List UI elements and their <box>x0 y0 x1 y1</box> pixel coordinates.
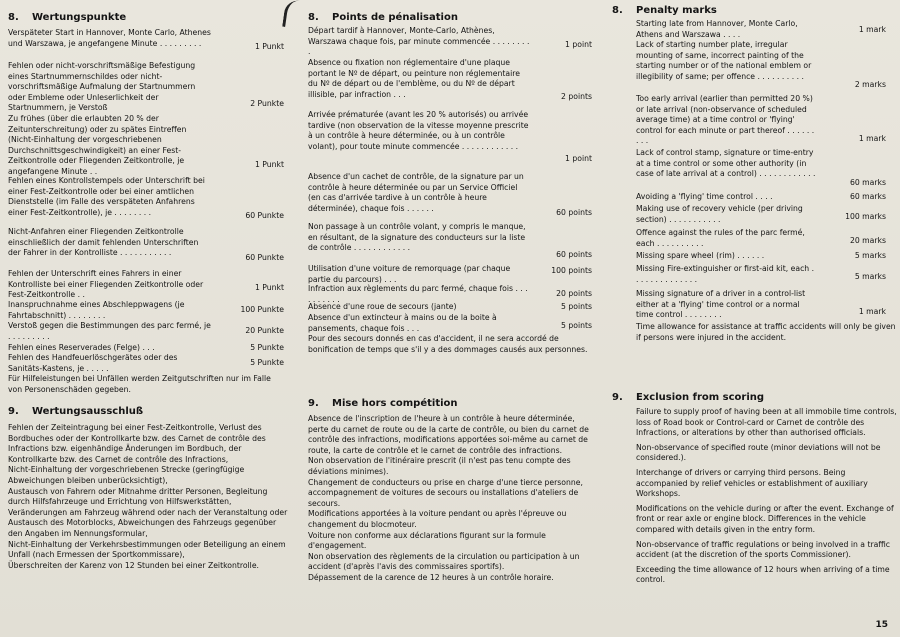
exclusion-paragraph: Austausch von Fahrern oder Mitnahme dritter Personen, Begleitung durch Hilfsfahrzeuge und Errichtung von Hilfswerkstätten, <box>8 486 268 507</box>
exclusion-paragraph: Modifications on the vehicle during or after the event. Exchange of front or rear axle or engine block. Differences in the vehicle compared with details given in the entry form. <box>636 503 894 534</box>
penalty-row <box>308 313 592 335</box>
penalty-row <box>8 300 284 322</box>
section-title: Mise hors compétition <box>332 398 458 409</box>
penalty-row <box>636 228 892 252</box>
section-title: Points de pénalisation <box>332 12 458 23</box>
penalty-label: Fehlen eines Reserverades (Felge) . . . <box>8 343 155 352</box>
exclusion-paragraph: Exceeding the time allowance of 12 hours when arriving of a time control. <box>636 564 890 585</box>
penalty-label: Missing Fire-extinguisher or first-aid kit, each . . . . . . . . . . . . . . <box>636 264 815 284</box>
penalty-label: Avoiding a 'flying' time control . . . . <box>636 192 773 201</box>
penalty-value: 2 points <box>561 92 592 101</box>
section-9-heading <box>308 398 458 409</box>
penalty-value: 60 points <box>556 208 592 217</box>
penalty-label: Fehlen eines Kontrollstempels oder Unterschrift bei einer Fest-Zeitkontrolle oder bei einer amtlichen Dienststelle (im Falle des verspäteten Anfahrens einer Fest-Zeitkontrolle), je . . . . . . . . <box>8 176 205 217</box>
penalty-label: Zu frühes (über die erlaubten 20 % der Zeitunterschreitung) oder zu spätes Eintreffen (Nicht-Einhaltung der vorgeschriebenen Durchschnittsgeschwindigkeit) an einer Fest-Zeitkontrolle oder Fliegenden Zeitkontrolle, je angefangene Minute . . <box>8 114 187 176</box>
penalty-label: Arrivée prématurée (avant les 20 % autorisés) ou arrivée tardive (non observation de la vitesse moyenne prescrite à un contrôle à heure déterminée, ou à un contrôle volant), pour toute minute commencée . . . . . . . . . . . . <box>308 110 529 151</box>
penalty-row <box>636 251 892 263</box>
penalty-label: Lack of control stamp, signature or time-entry at a time control or some other authority (in case of late arrival at a control) . . . . . . . . . . . . <box>636 148 816 179</box>
penalty-label: Absence d'une roue de secours (jante) <box>308 302 457 311</box>
penalty-value: 60 Punkte <box>245 253 284 262</box>
exclusion-list <box>308 414 592 584</box>
penalty-value: 60 Punkte <box>245 211 284 220</box>
penalty-row <box>636 19 892 41</box>
exclusion-paragraph: Interchange of drivers or carrying third persons. Being accompanied by relief vehicles or establishment of auxiliary Workshops. <box>636 467 868 499</box>
section-title: Penalty marks <box>636 5 717 16</box>
penalty-row <box>308 222 592 265</box>
section-number: 9. <box>612 392 623 403</box>
penalty-row <box>8 353 284 375</box>
time-allowance-note: Time allowance for assistance at traffic accidents will only be given if persons were injured in the accident. <box>636 322 896 342</box>
exclusion-paragraph: Nicht-Einhaltung der vorgeschriebenen Strecke (geringfügige Abweichungen bleiben unberücksichtigt), <box>8 465 245 485</box>
penalty-label: Missing spare wheel (rim) . . . . . . <box>636 251 765 260</box>
penalty-row <box>8 114 284 177</box>
exclusion-paragraph: Non observation de l'itinéraire prescrit (il n'est pas tenu compte des déviations minimes). <box>308 456 571 476</box>
exclusion-paragraph: Failure to supply proof of having been at all immobile time controls, loss of Road book or Control-card or Carnet de contrôle des Infractions, or alterations by other than authorised officials. <box>636 407 897 438</box>
penalty-label: Utilisation d'une voiture de remorquage (par chaque partie du parcours) . . . <box>308 264 511 284</box>
penalty-label: Non passage à un contrôle volant, y compris le manque, en résultant, de la signature des conducteurs sur la liste de contrôle . . . . . . . . . . . . <box>308 222 526 253</box>
penalty-row <box>636 94 892 148</box>
section-number: 8. <box>308 12 319 23</box>
penalty-row <box>636 148 892 192</box>
penalty-label: Inanspruchnahme eines Abschleppwagens (je Fahrtabschnitt) . . . . . . . . <box>8 300 185 320</box>
penalty-row <box>8 269 284 302</box>
penalty-value: 1 Punkt <box>254 42 284 51</box>
time-allowance-note: Pour des secours donnés en cas d'accident, il ne sera accordé de bonification de temps que s'il y a des dommages causés aux personnes. <box>308 334 588 354</box>
exclusion-list <box>8 423 288 571</box>
exclusion-paragraph: Modifications apportées à la voiture pendant ou après l'épreuve ou changement du blocmoteur. <box>308 509 567 529</box>
section-title: Wertungspunkte <box>32 12 127 23</box>
penalty-value: 5 Punkte <box>250 358 284 367</box>
section-title: Exclusion from scoring <box>636 392 765 403</box>
penalty-value: 5 points <box>561 321 592 330</box>
penalty-value: 1 mark <box>858 25 886 34</box>
penalty-label: Nicht-Anfahren einer Fliegenden Zeitkontrolle einschließlich der damit fehlenden Unterschriften der Fahrer in der Kontrolliste . . . . . . . . . . . <box>8 227 199 258</box>
penalty-row <box>636 264 892 288</box>
time-allowance-note: Für Hilfeleistungen bei Unfällen werden Zeitgutschriften nur im Falle von Personenschäden gegeben. <box>8 374 271 394</box>
exclusion-paragraph: Überschreiten der Karenz von 12 Stunden bei einer Zeitkontrolle. <box>8 560 259 570</box>
penalty-row <box>8 176 284 229</box>
penalty-label: Infraction aux règlements du parc fermé, chaque fois . . . . . . . . . . <box>308 284 528 304</box>
section-number: 8. <box>8 12 19 23</box>
section-number: 9. <box>8 406 19 417</box>
penalty-row <box>636 289 892 323</box>
penalty-value: 20 Punkte <box>245 326 284 335</box>
exclusion-paragraph: Non-observance of traffic regulations or being involved in a traffic accident (at the discretion of the sports Commissioner). <box>636 539 890 560</box>
exclusion-list <box>636 407 898 586</box>
penalty-value: 2 Punkte <box>250 99 284 108</box>
penalty-value: 1 Punkt <box>254 160 284 169</box>
penalty-label: Verspäteter Start in Hannover, Monte Carlo, Athenes und Warszawa, je angefangene Minute . . . . . . . . . <box>8 28 211 48</box>
penalty-row <box>8 227 284 269</box>
exclusion-paragraph: Changement de conducteurs ou prise en charge d'une tierce personne, accompagnement de voitures de secours ou installations d'ateliers de secours. <box>308 477 583 508</box>
penalty-row <box>308 172 592 225</box>
penalty-label: Too early arrival (earlier than permitted 20 %) or late arrival (non-observance of scheduled average time) at a time control or 'flying' control for each minute or part thereof . . . . . . . . . <box>636 94 815 146</box>
penalty-row <box>308 58 592 112</box>
penalty-label: Offence against the rules of the parc fermé, each . . . . . . . . . . <box>636 228 805 248</box>
handwritten-brace-mark <box>282 0 304 29</box>
penalty-row <box>636 40 892 94</box>
penalty-label: Fehlen oder nicht-vorschriftsmäßige Befestigung eines Startnummernschildes oder nicht-vorschriftsmäßige Aufmalung der Startnummern oder Embleme oder Unleserlichkeit der Startnummern, je Verstoß <box>8 61 196 113</box>
section-8-heading <box>308 12 458 23</box>
penalty-row <box>308 110 592 174</box>
penalty-value: 60 marks <box>849 192 886 201</box>
penalty-value: 100 marks <box>845 212 886 221</box>
exclusion-paragraph: Nicht-Einhaltung der Verkehrsbestimmungen oder Beteiligung an einem Unfall (nach Ermessen der Sportkommissare), <box>8 539 286 560</box>
penalty-value: 100 points <box>551 266 592 275</box>
penalty-value: 100 Punkte <box>240 305 284 314</box>
penalty-value: 20 points <box>556 289 592 298</box>
penalty-value: 60 points <box>556 250 592 259</box>
exclusion-paragraph: Fehlen der Zeiteintragung bei einer Fest-Zeitkontrolle, Verlust des Bordbuches oder der Kontrollkarte bzw. des Carnet de contrôle des Infractions bzw. eigenhändige Änderungen im Bordbuch, der Kontrollkarte bzw. des Carnet de contrôle des Infractions, <box>8 423 266 464</box>
penalty-label: Absence d'un extincteur à mains ou de la boite à pansements, chaque fois . . . <box>308 313 497 333</box>
penalty-value: 20 marks <box>849 236 886 245</box>
penalty-value: 5 marks <box>854 251 886 260</box>
penalty-label: Fehlen der Unterschrift eines Fahrers in einer Kontrolliste bei einer Fliegenden Zeitkontrolle oder Fest-Zeitkontrolle . . <box>8 269 204 300</box>
penalty-row <box>636 192 892 204</box>
penalty-row <box>636 204 892 228</box>
section-number: 9. <box>308 398 319 409</box>
penalty-row <box>8 61 284 115</box>
penalty-label: Fehlen des Handfeuerlöschgerätes oder des Sanitäts-Kastens, je . . . . . <box>8 353 178 373</box>
penalty-value: 1 point <box>565 40 592 49</box>
exclusion-paragraph: Non observation des règlements de la circulation ou participation à un accident (d'après l'avis des commissaires sportifs). <box>308 551 580 572</box>
exclusion-paragraph: Veränderungen am Fahrzeug während oder nach der Veranstaltung oder Austausch des Motorblocks, Abweichungen des Fahrzeugs gegenüber den Angaben im Nennungsformular, <box>8 507 288 538</box>
penalty-value: 1 Punkt <box>254 283 284 292</box>
section-title: Wertungsausschluß <box>32 406 144 417</box>
section-9-heading <box>612 392 764 403</box>
penalty-value: 1 mark <box>858 307 886 316</box>
penalty-value: 5 points <box>561 302 592 311</box>
penalty-row <box>308 26 592 60</box>
penalty-row <box>8 28 284 62</box>
penalty-value: 60 marks <box>849 178 886 187</box>
penalty-value: 5 marks <box>854 272 886 281</box>
exclusion-paragraph: Non-observance of specified route (minor deviations will not be considered.). <box>636 442 881 463</box>
penalty-label: Lack of starting number plate, irregular mounting of same, incorrect painting of the starting number or of the national emblem or illegibility of same; per offence . . . . . . . . . . <box>636 40 812 81</box>
penalty-label: Making use of recovery vehicle (per driving section) . . . . . . . . . . . <box>636 204 803 224</box>
exclusion-paragraph: Absence de l'inscription de l'heure à un contrôle à heure déterminée, perte du carnet de route ou de la carte de contrôle, ou bien du carnet de contrôle des infractions, modifications apportées soi-même au carnet de route, la carte de contrôle et le carnet de contrôle des infractions. <box>308 414 589 455</box>
section-8-heading <box>612 5 717 16</box>
penalty-value: 5 Punkte <box>250 343 284 352</box>
penalty-row <box>8 321 284 343</box>
exclusion-paragraph: Voiture non conforme aux déclarations figurant sur la formule d'engagement. <box>308 530 546 551</box>
penalty-label: Absence d'un cachet de contrôle, de la signature par un contrôle à heure déterminée ou par un Service Officiel (en cas d'arrivée tardive à un contrôle à heure déterminée), chaque fois . . . . . . <box>308 172 524 213</box>
penalty-value: 2 marks <box>854 80 886 89</box>
penalty-label: Missing signature of a driver in a control-list either at a 'flying' time control or a normal time control . . . . . . . . <box>636 289 806 320</box>
penalty-row <box>308 264 592 286</box>
section-8-heading <box>8 12 126 23</box>
penalty-label: Absence ou fixation non réglementaire d'une plaque portant le Nº de départ, ou peinture non réglementaire du Nº de départ ou de l'emblème, ou du Nº de départ illisible, par infraction . . . <box>308 58 520 99</box>
penalty-value: 1 point <box>565 154 592 163</box>
penalty-value: 1 mark <box>858 134 886 143</box>
penalty-label: Départ tardif à Hannover, Monte-Carlo, Athènes, Warszawa chaque fois, par minute commencée . . . . . . . . . <box>308 26 530 57</box>
section-number: 8. <box>612 5 623 16</box>
penalty-label: Starting late from Hannover, Monte Carlo, Athens and Warszawa . . . . <box>636 19 798 39</box>
penalty-label: Verstoß gegen die Bestimmungen des parc fermé, je . . . . . . . . . <box>8 321 211 341</box>
section-9-heading <box>8 406 143 417</box>
page-number: 15 <box>875 620 888 630</box>
exclusion-paragraph: Dépassement de la carence de 12 heures à un contrôle horaire. <box>308 572 554 582</box>
